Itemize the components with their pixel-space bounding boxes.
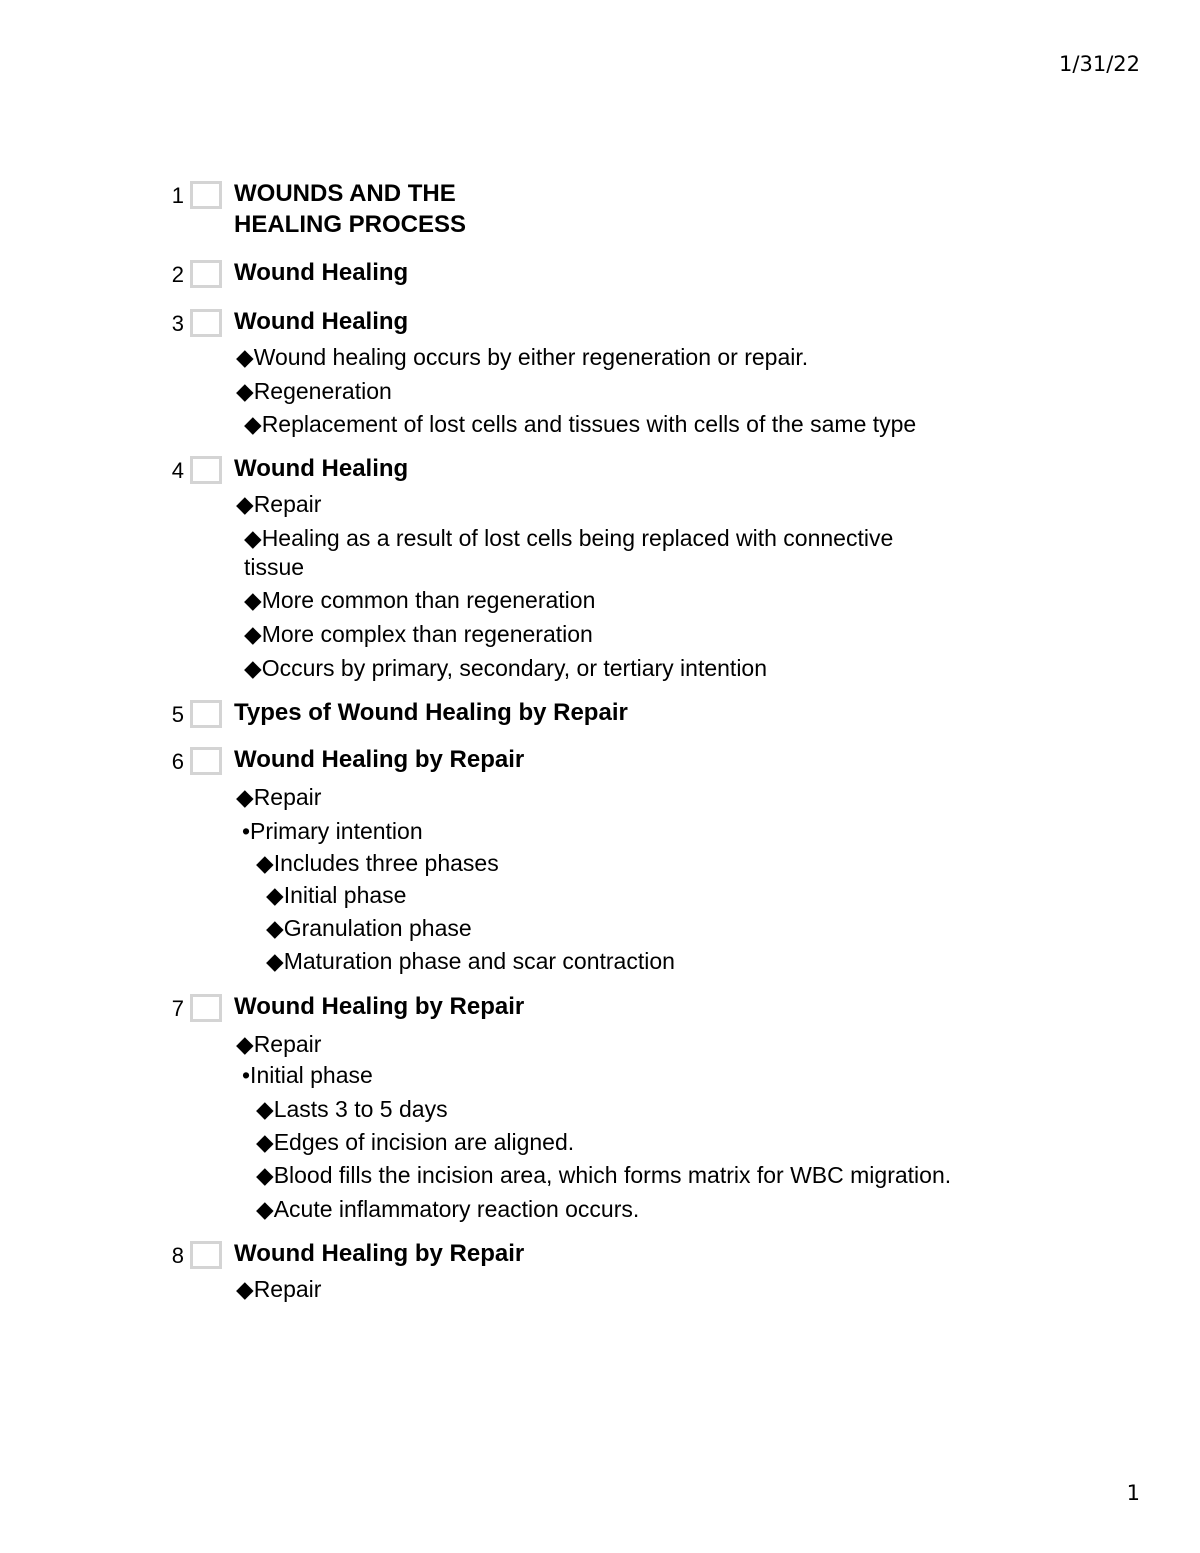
bullet-line: ◆Maturation phase and scar contraction [266,948,675,974]
bullet-line: ◆Acute inflammatory reaction occurs. [256,1196,640,1222]
slide-number: 7 [171,996,184,1021]
bullet-line: ◆More complex than regeneration [244,621,593,647]
slide-thumbnail [190,747,222,775]
bullet-line: •Initial phase [242,1062,373,1088]
slide-title: WOUNDS AND THE HEALING PROCESS [234,180,467,238]
slide-thumbnail [190,309,222,337]
slide-number: 5 [171,702,184,727]
slide-number: 2 [171,262,184,287]
bullet-line: ◆Repair [236,1031,322,1057]
slide-thumbnail [190,181,222,209]
bullet-line: ◆Repair [236,784,322,810]
slide-number: 3 [171,311,184,336]
slide-thumbnail [190,1241,222,1269]
bullet-line: ◆Edges of incision are aligned. [256,1129,575,1155]
bullet-line: ◆Healing as a result of lost cells being replaced with connective tissue [244,525,894,580]
slide-title: Wound Healing by Repair [234,746,525,773]
slide-title: Wound Healing by Repair [234,1240,525,1267]
page-date: 1/31/22 [1059,52,1140,76]
bullet-line: ◆Includes three phases [256,850,499,876]
slide-title: Wound Healing by Repair [234,993,525,1020]
slide-title: Wound Healing [234,259,409,286]
bullet-line: ◆Replacement of lost cells and tissues with cells of the same type [244,411,917,437]
bullet-line: ◆Blood fills the incision area, which forms matrix for WBC migration. [256,1162,952,1188]
bullet-line: ◆Regeneration [236,378,392,404]
bullet-line: ◆Repair [236,491,322,517]
bullet-line: ◆Occurs by primary, secondary, or tertiary intention [244,655,768,681]
slide-title: Types of Wound Healing by Repair [234,699,628,726]
slide-number: 4 [171,458,184,483]
bullet-line: ◆More common than regeneration [244,587,596,613]
bullet-line: ◆Granulation phase [266,915,472,941]
bullet-line: ◆Initial phase [266,882,407,908]
slide-number: 8 [171,1243,184,1268]
slide-thumbnail [190,994,222,1022]
bullet-line: •Primary intention [242,818,423,844]
slide-number: 6 [171,749,184,774]
bullet-line: ◆Repair [236,1276,322,1302]
slide-title: Wound Healing [234,308,409,335]
bullet-line: ◆Lasts 3 to 5 days [256,1096,448,1122]
slide-thumbnail [190,456,222,484]
slide-thumbnail [190,700,222,728]
slide-number: 1 [171,183,184,208]
slide-thumbnail [190,260,222,288]
page-number: 1 [1126,1481,1140,1505]
slide-title: Wound Healing [234,455,409,482]
bullet-line: ◆Wound healing occurs by either regeneration or repair. [236,344,809,370]
